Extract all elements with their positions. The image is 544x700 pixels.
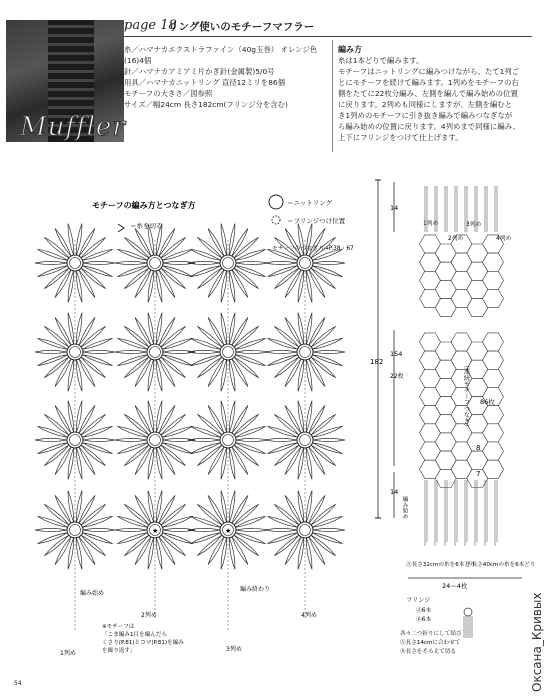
diagram-caption: モチーフの編み方とつなぎ方: [92, 201, 196, 210]
fringe-b-desc: Ⓑ長さ40cmの糸を6本どり: [466, 562, 536, 568]
row-7-marker: 7: [476, 470, 481, 478]
fringe-note-2: Ⓐ長さ14cmに合わせて: [400, 640, 461, 646]
how-to-line: に戻ります。2列めも同様にしますが、左側を編むと: [338, 100, 513, 109]
flower-motif: [188, 224, 268, 303]
materials-needle: 針／ハマナカアミアミ片かぎ針(金属製)5/0号: [124, 67, 275, 76]
fringe-title: フリンジ: [406, 597, 431, 604]
petal: [265, 438, 297, 441]
petal: [115, 528, 147, 531]
column-divider: [332, 40, 333, 152]
page-number: 54: [14, 680, 22, 687]
petal: [83, 261, 115, 264]
row-2-label: 2列め: [448, 236, 464, 242]
how-to-line: モチーフはニットリングに編みつけながら、たて1列ご: [338, 67, 520, 76]
petal: [163, 261, 195, 264]
legend-cut: ＝糸を切る: [130, 222, 163, 230]
join-reference: モチーフのつなぎ方→P.38・67: [272, 246, 354, 252]
petal: [236, 528, 268, 531]
cut-icon: [118, 224, 124, 232]
how-to-block: [338, 44, 533, 143]
petal: [188, 438, 220, 441]
materials-tool: 用具／ハマナカニットリング 直径12ミリを86個: [124, 78, 285, 87]
muffler-schematic: [370, 180, 536, 660]
end-label: 編み終わり: [240, 586, 271, 593]
petal: [265, 261, 297, 264]
petal: [313, 350, 345, 353]
title-rule: [122, 36, 532, 37]
how-to-line: 糸は1本どりで編みます。: [338, 56, 424, 65]
watermark: [516, 560, 544, 695]
petal: [163, 350, 195, 353]
petal: [115, 438, 147, 441]
petal: [35, 528, 67, 531]
width-dimension: 24＝4枚: [442, 582, 468, 590]
row-3-label: 3列め: [466, 222, 482, 228]
fringe-a-desc: Ⓐ長さ32cmの糸を6本どり: [406, 562, 476, 568]
flower-motif: [35, 224, 115, 303]
materials-motif-size: モチーフの大きさ／図参照: [124, 89, 213, 98]
dim-182: 182: [370, 358, 384, 366]
note-line-2: 「こま編み1目を編んだら: [102, 632, 168, 638]
petal: [83, 528, 115, 531]
fringe-b-count: Ⓑ6本: [416, 617, 432, 623]
ring-legend-icon: [269, 195, 283, 209]
petal: [265, 350, 297, 353]
flower-motif: [115, 224, 195, 303]
motif-diagram: [0, 180, 372, 680]
motif-count: 86枚: [480, 398, 495, 406]
note-line-3: くさり(P.81)とコマ(P.81)を編み: [102, 640, 184, 646]
materials-yarn: 糸／ハマナカエクストラファイン（40g玉巻） オレンジ色(16)4個: [124, 45, 318, 65]
legend-fringe: ＝フリンジつけ位置: [287, 217, 346, 225]
petal: [83, 438, 115, 441]
fringe-a-count: Ⓐ6本: [416, 608, 432, 614]
fringe-knot-illustration: [464, 608, 472, 638]
petal: [35, 261, 67, 264]
fringe-note-1: 各々二つ折りにして結び: [400, 631, 462, 637]
petal: [313, 261, 345, 264]
how-to-heading: 編み方: [338, 45, 362, 54]
star-marker: ★: [152, 527, 159, 535]
row-8-marker: 8: [476, 444, 481, 452]
petal: [115, 350, 147, 353]
how-to-line: 上下にフリンジをつけて仕上げます。: [338, 133, 463, 142]
row-1-label: 1列め: [423, 221, 439, 227]
petal: [163, 528, 195, 531]
row-4-label: 4列め: [496, 236, 512, 242]
page-title: リング使いのモチーフマフラー: [168, 21, 315, 33]
dim-22: 22枚: [390, 373, 404, 380]
column-1-label: 1列め: [60, 650, 76, 657]
petal: [236, 438, 268, 441]
petal: [188, 261, 220, 264]
hex-motif-top: [420, 235, 504, 317]
how-to-line: き1列めのモチーフに引き抜き編みで編みつなぎなが: [338, 111, 513, 120]
muffler-logo-text: Muffler: [20, 112, 126, 142]
flower-motif: [265, 224, 345, 303]
petal: [236, 261, 268, 264]
flower-motif-grid: [35, 224, 345, 630]
knot-ring: [464, 608, 472, 616]
dim-14-top: 14: [390, 204, 399, 212]
materials-block: [124, 44, 328, 110]
dim-154: 154: [390, 350, 403, 358]
page-label: page 18: [124, 18, 177, 33]
petal: [83, 350, 115, 353]
schematic-middle-text: （連続モチーフつなぎ）: [462, 362, 470, 431]
hex-motif-bottom: [420, 333, 504, 488]
note-line-1: ※モチーフは: [102, 624, 135, 630]
petal: [265, 528, 297, 531]
start-position-label: 編み始め: [401, 496, 407, 520]
petal: [115, 261, 147, 264]
star-marker: ★: [225, 527, 232, 535]
petal: [163, 438, 195, 441]
petal: [313, 438, 345, 441]
start-label: 編み始め: [80, 590, 105, 597]
how-to-line: とにモチーフを続けて編みます。1列めをモチーフの右: [338, 78, 519, 87]
materials-size: サイズ／幅24cm 長さ182cm(フリンジ分を含む): [124, 100, 288, 109]
fringe-note-3: Ⓑ長さをそろえて切る: [400, 649, 456, 655]
column-2-label: 2列め: [141, 612, 157, 619]
fringe-legend-icon: [272, 216, 280, 224]
how-to-line: 側をたてに22枚分編み、左側を編んで編み始めの位置: [338, 89, 518, 98]
how-to-line: ら編み始めの位置に戻ります。4列めまで同様に編み、: [338, 122, 520, 131]
fringe-bottom: [425, 480, 497, 546]
column-3-label: 3列め: [226, 646, 242, 653]
petal: [313, 528, 345, 531]
petal: [236, 350, 268, 353]
legend-ring: ＝ニットリング: [287, 199, 333, 207]
column-4-label: 4列め: [301, 612, 317, 619]
petal: [188, 350, 220, 353]
petal: [35, 438, 67, 441]
watermark-text: Оксана_Кривых: [530, 592, 544, 692]
petal: [35, 350, 67, 353]
dim-14-bottom: 14: [390, 488, 399, 496]
petal: [188, 528, 220, 531]
note-line-4: を繰り返す」: [102, 648, 136, 654]
